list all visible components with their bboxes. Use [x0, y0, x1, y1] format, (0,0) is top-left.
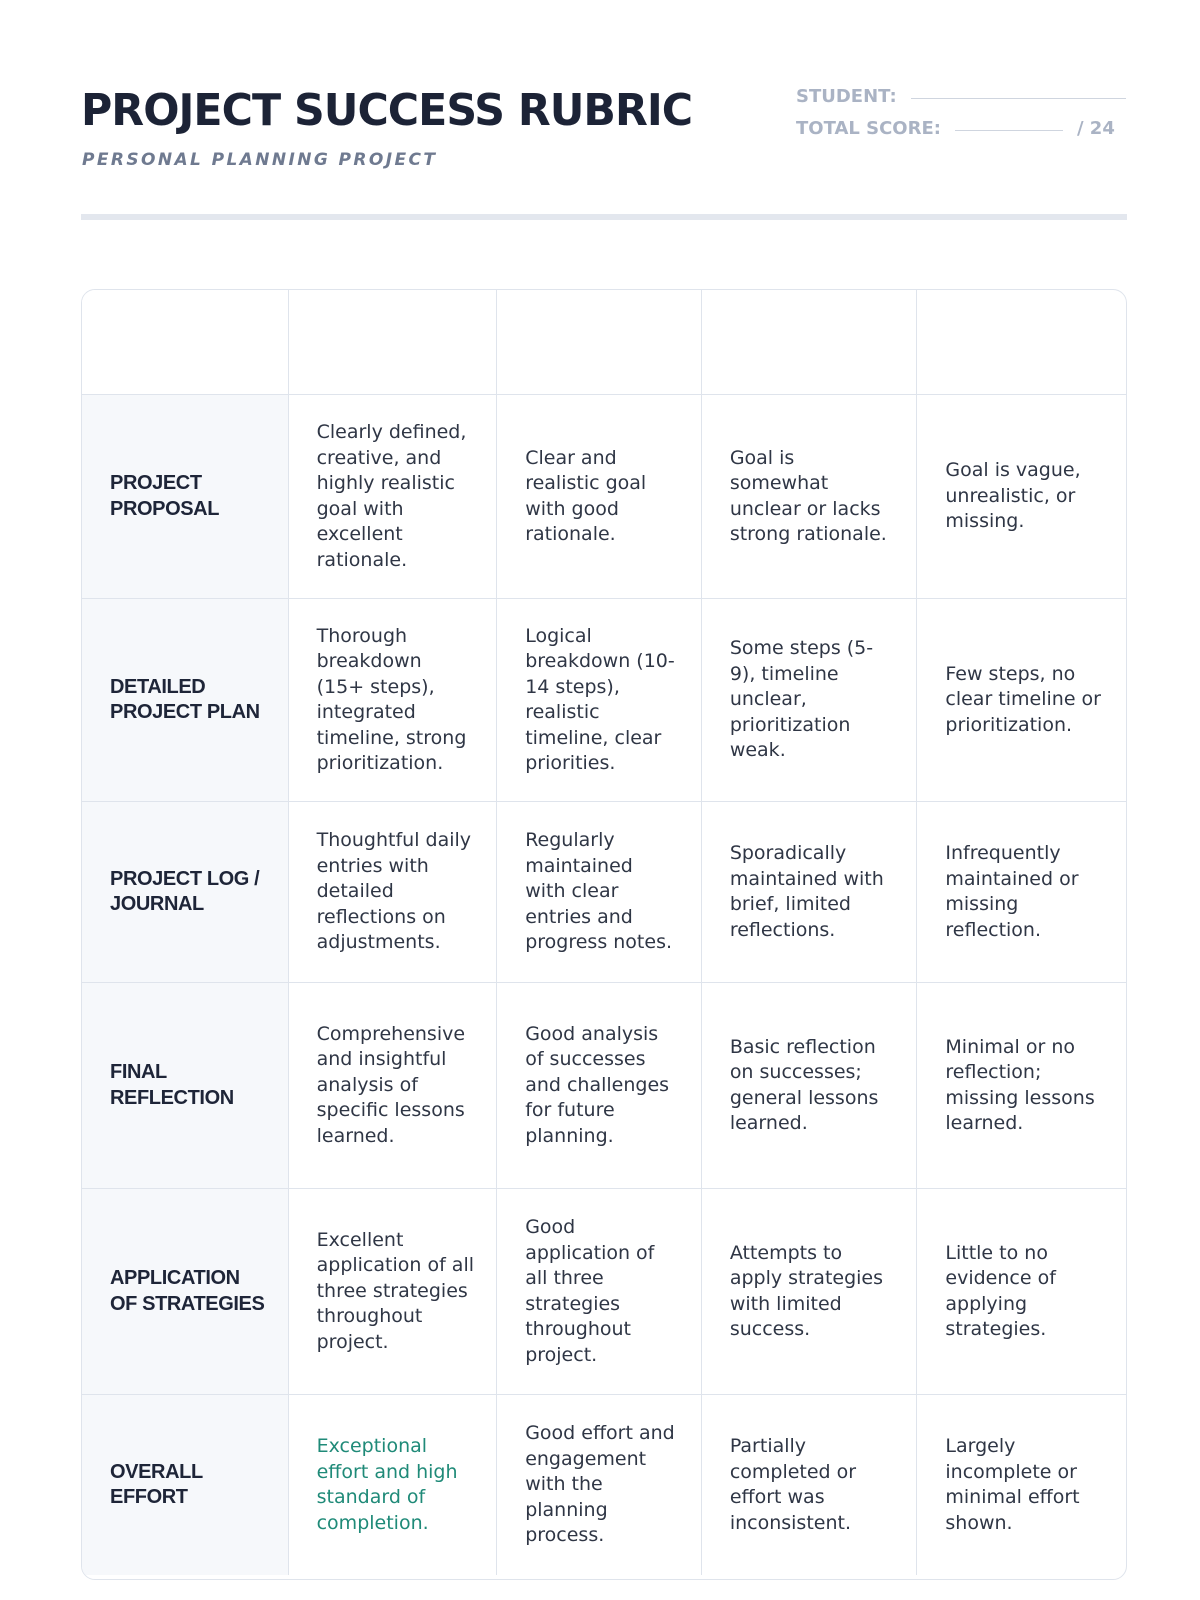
- level-cell: Minimal or no reflection; missing lessons learned.: [916, 983, 1126, 1188]
- criterion-label: APPLICATION OF STRATEGIES: [82, 1189, 288, 1394]
- level-cell: Good effort and engagement with the planning process.: [496, 1395, 701, 1575]
- rubric-row: [82, 598, 1126, 801]
- level-cell-highlighted: Exceptional effort and high standard of completion.: [288, 1395, 497, 1575]
- level-cell: Attempts to apply strategies with limited success.: [701, 1189, 917, 1394]
- level-cell: Goal is vague, unrealistic, or missing.: [916, 395, 1126, 598]
- level-cell: Little to no evidence of applying strategies.: [916, 1189, 1126, 1394]
- level-cell: Thorough breakdown (15+ steps), integrated timeline, strong prioritization.: [288, 599, 497, 801]
- level-cell: Basic reflection on successes; general lessons learned.: [701, 983, 917, 1188]
- student-label: STUDENT:: [796, 85, 897, 107]
- total-score-row: [796, 112, 1126, 144]
- criterion-label: OVERALL EFFORT: [82, 1395, 288, 1575]
- header-cell-level-4: [916, 290, 1126, 394]
- student-row: [796, 80, 1126, 112]
- level-cell: Good analysis of successes and challenges for future planning.: [496, 983, 701, 1188]
- header-cell-criterion: [82, 290, 288, 394]
- level-cell: Logical breakdown (10-14 steps), realistic timeline, clear priorities.: [496, 599, 701, 801]
- score-box: [796, 80, 1126, 144]
- rubric-row: [82, 1188, 1126, 1394]
- level-cell: Good application of all three strategies throughout project.: [496, 1189, 701, 1394]
- level-cell: Thoughtful daily entries with detailed reflections on adjustments.: [288, 802, 497, 982]
- rubric-table: [81, 289, 1127, 1580]
- total-score-line[interactable]: [955, 130, 1063, 131]
- page-title: PROJECT SUCCESS RUBRIC: [81, 85, 693, 136]
- level-cell: Clearly defined, creative, and highly realistic goal with excellent rationale.: [288, 395, 497, 598]
- level-cell: Partially completed or effort was inconsistent.: [701, 1395, 917, 1575]
- level-cell: Comprehensive and insightful analysis of specific lessons learned.: [288, 983, 497, 1188]
- header-divider: [81, 214, 1127, 220]
- header-cell-level-3: [701, 290, 917, 394]
- page-subtitle: PERSONAL PLANNING PROJECT: [82, 150, 438, 170]
- criterion-label: FINAL REFLECTION: [82, 983, 288, 1188]
- student-name-line[interactable]: [911, 98, 1126, 99]
- rubric-row: [82, 801, 1126, 982]
- criterion-label: PROJECT PROPOSAL: [82, 395, 288, 598]
- rubric-header-row: [82, 290, 1126, 394]
- level-cell: Clear and realistic goal with good rationale.: [496, 395, 701, 598]
- total-score-max: / 24: [1076, 117, 1115, 139]
- criterion-label: DETAILED PROJECT PLAN: [82, 599, 288, 801]
- total-score-label: TOTAL SCORE:: [796, 117, 941, 139]
- level-cell: Sporadically maintained with brief, limited reflections.: [701, 802, 917, 982]
- rubric-row: [82, 982, 1126, 1188]
- level-cell: Infrequently maintained or missing reflection.: [916, 802, 1126, 982]
- header-cell-level-2: [496, 290, 701, 394]
- level-cell: Goal is somewhat unclear or lacks strong rationale.: [701, 395, 917, 598]
- level-cell: Excellent application of all three strategies throughout project.: [288, 1189, 497, 1394]
- rubric-row: [82, 1394, 1126, 1575]
- rubric-row: [82, 394, 1126, 598]
- level-cell: Few steps, no clear timeline or prioritization.: [916, 599, 1126, 801]
- header-cell-level-1: [288, 290, 497, 394]
- level-cell: Some steps (5-9), timeline unclear, prioritization weak.: [701, 599, 917, 801]
- criterion-label: PROJECT LOG / JOURNAL: [82, 802, 288, 982]
- level-cell: Regularly maintained with clear entries and progress notes.: [496, 802, 701, 982]
- level-cell: Largely incomplete or minimal effort shown.: [916, 1395, 1126, 1575]
